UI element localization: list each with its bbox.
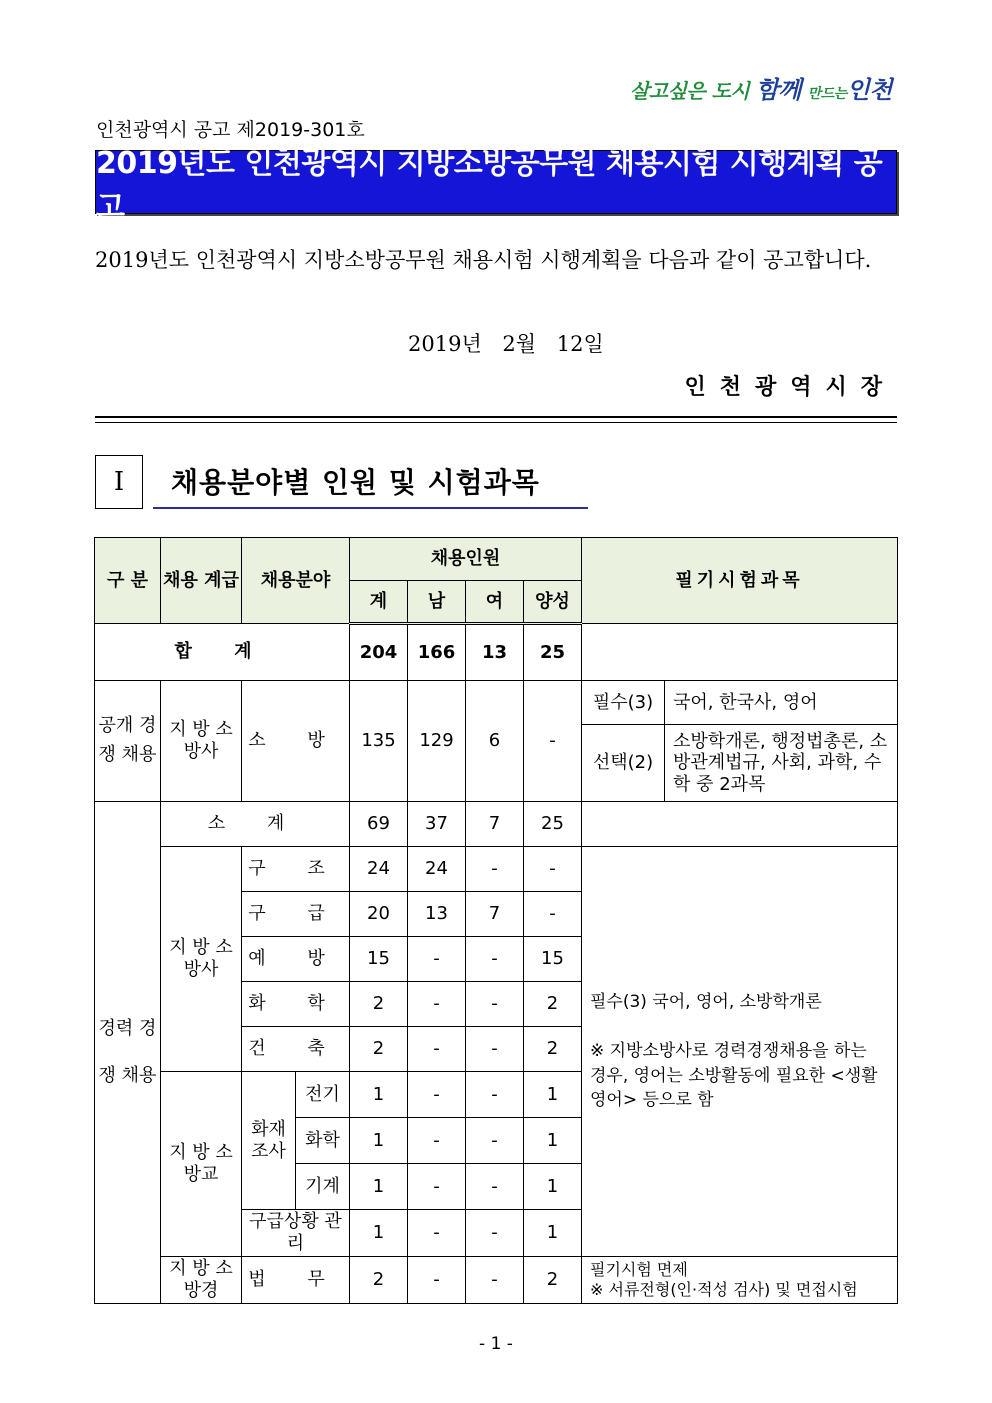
table-cell: 2 (524, 1027, 582, 1072)
header-female: 여 (466, 581, 524, 624)
table-cell: - (408, 1210, 466, 1257)
table-cell: 204 (350, 624, 408, 681)
field-cell: 화 학 (242, 982, 350, 1027)
open-row (95, 681, 898, 725)
table-cell: 1 (524, 1210, 582, 1257)
table-cell: 1 (524, 1118, 582, 1164)
header-category: 구 분 (95, 538, 161, 624)
subtotal-label: 소 계 (161, 802, 350, 847)
header-male: 남 (408, 581, 466, 624)
table-cell: 7 (466, 892, 524, 937)
career-note: ※ 지방소방사로 경력경쟁채용을 하는 경우, 영어는 소방활동에 필요한 <생활영어> 등으로 함 (590, 1041, 878, 1111)
table-cell: - (408, 1257, 466, 1304)
table-cell: 2 (524, 982, 582, 1027)
table-cell: - (524, 847, 582, 892)
table-cell: 13 (408, 892, 466, 937)
elective-subjects: 소방학개론, 행정법총론, 소방관계법규, 사회, 과학, 수학 중 2과목 (665, 725, 898, 802)
table-cell: - (408, 1118, 466, 1164)
field-cell: 법 무 (242, 1257, 350, 1304)
section-title: 채용분야별 인원 및 시험과목 (171, 466, 540, 499)
table-cell: - (466, 937, 524, 982)
table-cell: 2 (350, 1257, 408, 1304)
table-cell: 1 (350, 1210, 408, 1257)
notice-number: 인천광역시 공고 제2019-301호 (96, 119, 365, 141)
table-cell: - (466, 982, 524, 1027)
header-headcount: 채용인원 (350, 538, 582, 581)
table-cell (582, 802, 898, 847)
table-cell: 13 (466, 624, 524, 681)
field-cell: 구 급 (242, 892, 350, 937)
table-cell: - (466, 1027, 524, 1072)
table-cell: - (466, 1257, 524, 1304)
field-cell: 구급상황 관 리 (242, 1210, 350, 1257)
field-cell: 화학 (296, 1118, 350, 1164)
career-required-subjects: 필수(3) 국어, 영어, 소방학개론 (590, 991, 822, 1012)
open-category: 공개 경쟁 채용 (95, 681, 161, 802)
field-cell: 예 방 (242, 937, 350, 982)
table-cell: - (408, 1027, 466, 1072)
table-cell: - (466, 1072, 524, 1118)
law-exempt: 필기시험 면제 (590, 1260, 688, 1279)
table-cell: 2 (350, 1027, 408, 1072)
header-rank: 채용 계급 (161, 538, 242, 624)
section-number: I (95, 455, 143, 509)
signer: 인천광역시장 (684, 374, 896, 400)
table-cell: 1 (524, 1164, 582, 1210)
table-cell: 15 (350, 937, 408, 982)
intro-paragraph: 2019년도 인천광역시 지방소방공무원 채용시험 시행계획을 다음과 같이 공고합니다. (95, 248, 872, 272)
table-cell: - (524, 892, 582, 937)
table-cell: 37 (408, 802, 466, 847)
table-cell: - (408, 982, 466, 1027)
table-cell: 25 (524, 802, 582, 847)
title-banner (95, 146, 897, 225)
table-row (95, 847, 898, 892)
section-heading (153, 455, 588, 509)
table-cell: 1 (524, 1072, 582, 1118)
table-cell: 24 (408, 847, 466, 892)
table-cell: 1 (350, 1118, 408, 1164)
rank-sobanggyo: 지 방 소방교 (161, 1072, 242, 1257)
fire-investigation: 화재 조사 (242, 1072, 296, 1210)
table-cell: 25 (524, 624, 582, 681)
required-subjects: 국어, 한국사, 영어 (665, 681, 898, 725)
header-equal: 양성 (524, 581, 582, 624)
header-total: 계 (350, 581, 408, 624)
rank-sobangsa: 지 방 소방사 (161, 847, 242, 1072)
announcement-date: 2019년 2월 12일 (408, 332, 604, 356)
field-cell: 기계 (296, 1164, 350, 1210)
table-cell: - (524, 681, 582, 802)
elective-label: 선택(2) (582, 725, 665, 802)
city-slogan-logo: 살고싶은 도시 함께 만드는인천 (629, 75, 892, 104)
table-cell: - (466, 1164, 524, 1210)
grand-total-row (95, 624, 898, 681)
table-cell: - (466, 847, 524, 892)
table-header-row (95, 538, 898, 581)
table-cell: 69 (350, 802, 408, 847)
field-cell: 건 축 (242, 1027, 350, 1072)
table-cell: 6 (466, 681, 524, 802)
open-rank: 지 방 소방사 (161, 681, 242, 802)
career-category: 경력 경쟁 채용 (95, 802, 161, 1304)
table-cell (582, 624, 898, 681)
field-cell: 구 조 (242, 847, 350, 892)
table-cell: 1 (350, 1072, 408, 1118)
table-cell: 20 (350, 892, 408, 937)
table-cell: - (408, 1072, 466, 1118)
required-label: 필수(3) (582, 681, 665, 725)
header-subjects: 필기시험과목 (582, 538, 898, 624)
table-cell: 2 (350, 982, 408, 1027)
table-cell: 24 (350, 847, 408, 892)
table-cell: 2 (524, 1257, 582, 1304)
grand-total-label: 합 계 (95, 624, 350, 681)
table-cell: 129 (408, 681, 466, 802)
law-subjects (582, 1257, 898, 1304)
table-cell: 1 (350, 1164, 408, 1210)
page-number: - 1 - (479, 1334, 513, 1354)
table-cell: - (408, 1164, 466, 1210)
career-subjects (582, 847, 898, 1257)
table-cell: 135 (350, 681, 408, 802)
divider (95, 416, 897, 423)
table-cell: - (466, 1210, 524, 1257)
field-cell: 전기 (296, 1072, 350, 1118)
law-note: ※ 서류전형(인·적성 검사) 및 면접시험 (590, 1280, 858, 1299)
rank-sobanggyeong: 지 방 소방경 (161, 1257, 242, 1304)
page-title: 2019년도 인천광역시 지방소방공무원 채용시험 시행계획 공고 (96, 146, 883, 225)
table-row (95, 1257, 898, 1304)
header-field: 채용분야 (242, 538, 350, 624)
table-cell: 7 (466, 802, 524, 847)
table-cell: - (408, 937, 466, 982)
subtotal-row (95, 802, 898, 847)
table-cell: 166 (408, 624, 466, 681)
recruitment-table (94, 537, 898, 1304)
table-cell: 15 (524, 937, 582, 982)
open-field: 소 방 (242, 681, 350, 802)
table-cell: - (466, 1118, 524, 1164)
